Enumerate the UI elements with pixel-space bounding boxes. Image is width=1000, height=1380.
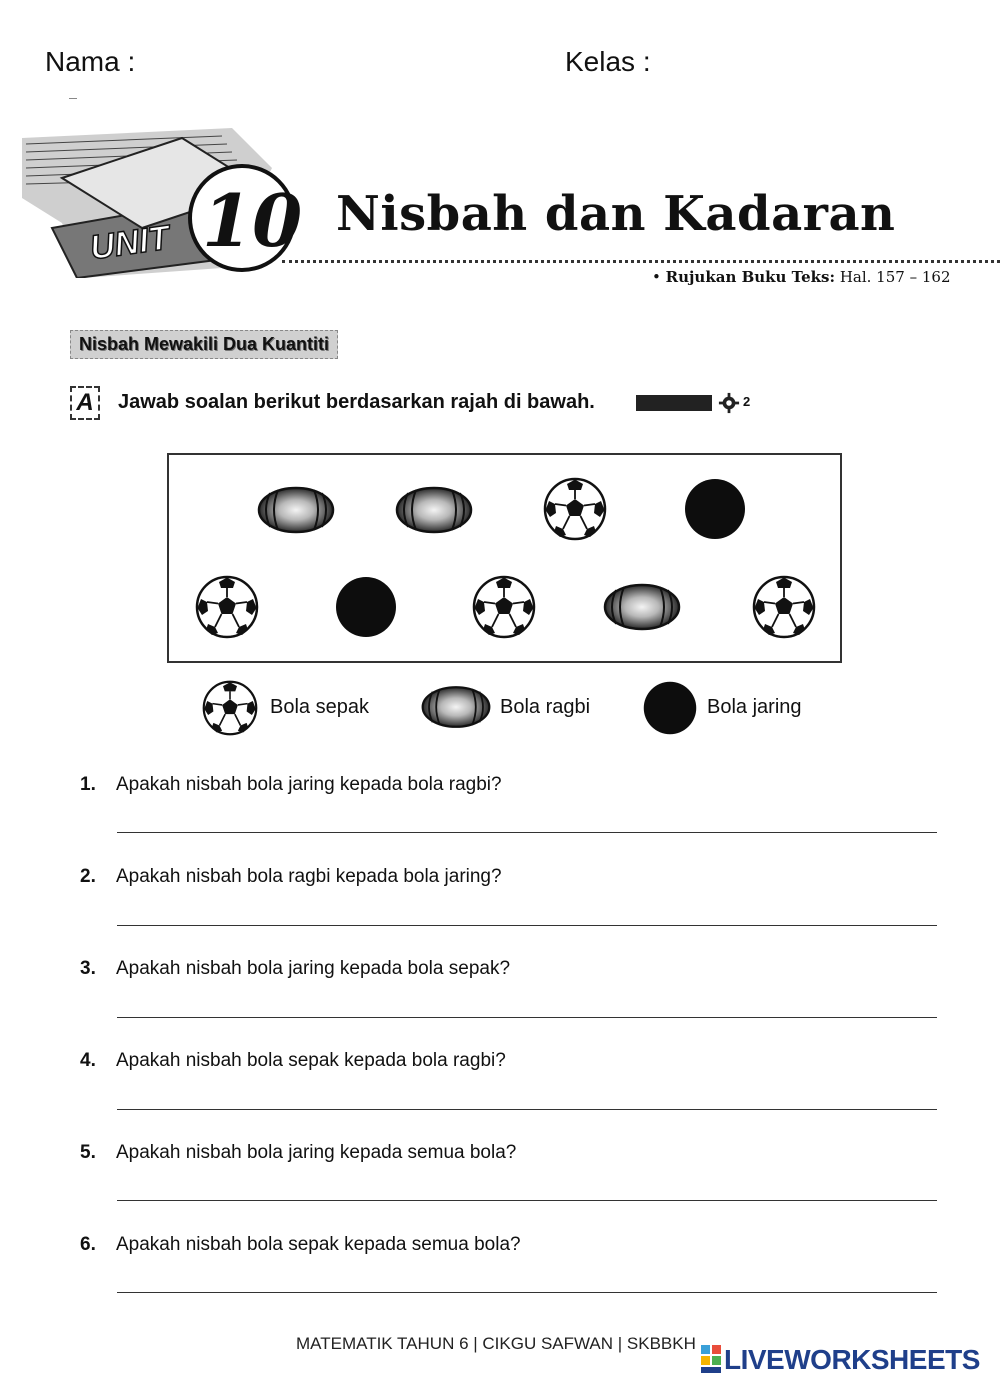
liveworksheets-logo[interactable] — [700, 1344, 1000, 1380]
legend-label: Bola sepak — [270, 696, 369, 718]
question-number: 1. — [80, 774, 96, 795]
soccer-ball-icon — [472, 575, 536, 639]
class-label: Kelas : — [565, 46, 651, 77]
legend-soccer-ball-icon — [202, 680, 258, 736]
rugby-ball-icon — [256, 484, 336, 536]
footer-text: MATEMATIK TAHUN 6 | CIKGU SAFWAN | SKBBKH — [296, 1334, 696, 1353]
question-number: 2. — [80, 866, 96, 887]
question-text: Apakah nisbah bola jaring kepada bola ragbi? — [116, 774, 502, 795]
legend-label: Bola ragbi — [500, 696, 591, 718]
page-title: Nisbah dan Kadaran — [336, 186, 896, 242]
divider — [69, 98, 77, 99]
divider — [282, 260, 1000, 263]
netball-icon — [683, 477, 747, 541]
section-heading: Nisbah Mewakili Dua Kuantiti — [70, 330, 338, 359]
question-5 — [80, 1142, 516, 1164]
question-text: Apakah nisbah bola jaring kepada semua bola? — [116, 1142, 517, 1163]
liveworksheets-icon — [700, 1344, 722, 1374]
badge-number: 2 — [743, 394, 751, 409]
liveworksheets-brand: LIVEWORKSHEETS — [724, 1344, 980, 1375]
textbook-reference: • Rujukan Buku Teks: Hal. 157 – 162 — [652, 268, 951, 286]
rugby-ball-icon — [602, 581, 682, 633]
unit-word: UNIT — [87, 218, 172, 268]
rugby-ball-icon — [394, 484, 474, 536]
answer-line-3[interactable] — [117, 1017, 937, 1018]
legend-rugby-ball-icon — [420, 684, 492, 730]
skill-badge — [636, 395, 712, 411]
question-1 — [80, 774, 502, 796]
question-2 — [80, 866, 502, 888]
question-3 — [80, 958, 510, 980]
answer-line-2[interactable] — [117, 925, 937, 926]
gear-icon — [716, 392, 742, 414]
legend-netball-icon — [642, 680, 698, 736]
answer-line-1[interactable] — [117, 832, 937, 833]
unit-banner — [22, 128, 302, 278]
soccer-ball-icon — [195, 575, 259, 639]
reference-label: Rujukan Buku Teks: — [665, 268, 836, 286]
question-text: Apakah nisbah bola sepak kepada semua bola? — [116, 1234, 521, 1255]
instruction-text: Jawab soalan berikut berdasarkan rajah di bawah. — [118, 391, 595, 413]
netball-icon — [334, 575, 398, 639]
question-4 — [80, 1050, 506, 1072]
answer-line-5[interactable] — [117, 1200, 937, 1201]
ball-figure — [167, 453, 842, 663]
legend-label: Bola jaring — [707, 696, 802, 718]
question-6 — [80, 1234, 521, 1256]
question-text: Apakah nisbah bola sepak kepada bola ragbi? — [116, 1050, 506, 1071]
exercise-letter: A — [70, 386, 100, 420]
answer-line-4[interactable] — [117, 1109, 937, 1110]
answer-line-6[interactable] — [117, 1292, 937, 1293]
name-label: Nama : — [45, 46, 136, 77]
soccer-ball-icon — [543, 477, 607, 541]
question-text: Apakah nisbah bola jaring kepada bola sepak? — [116, 958, 511, 979]
question-number: 6. — [80, 1234, 96, 1255]
soccer-ball-icon — [752, 575, 816, 639]
question-number: 4. — [80, 1050, 96, 1071]
unit-number: 10 — [202, 178, 303, 263]
question-text: Apakah nisbah bola ragbi kepada bola jaring? — [116, 866, 502, 887]
reference-pages: Hal. 157 – 162 — [839, 268, 951, 286]
question-number: 3. — [80, 958, 96, 979]
question-number: 5. — [80, 1142, 96, 1163]
